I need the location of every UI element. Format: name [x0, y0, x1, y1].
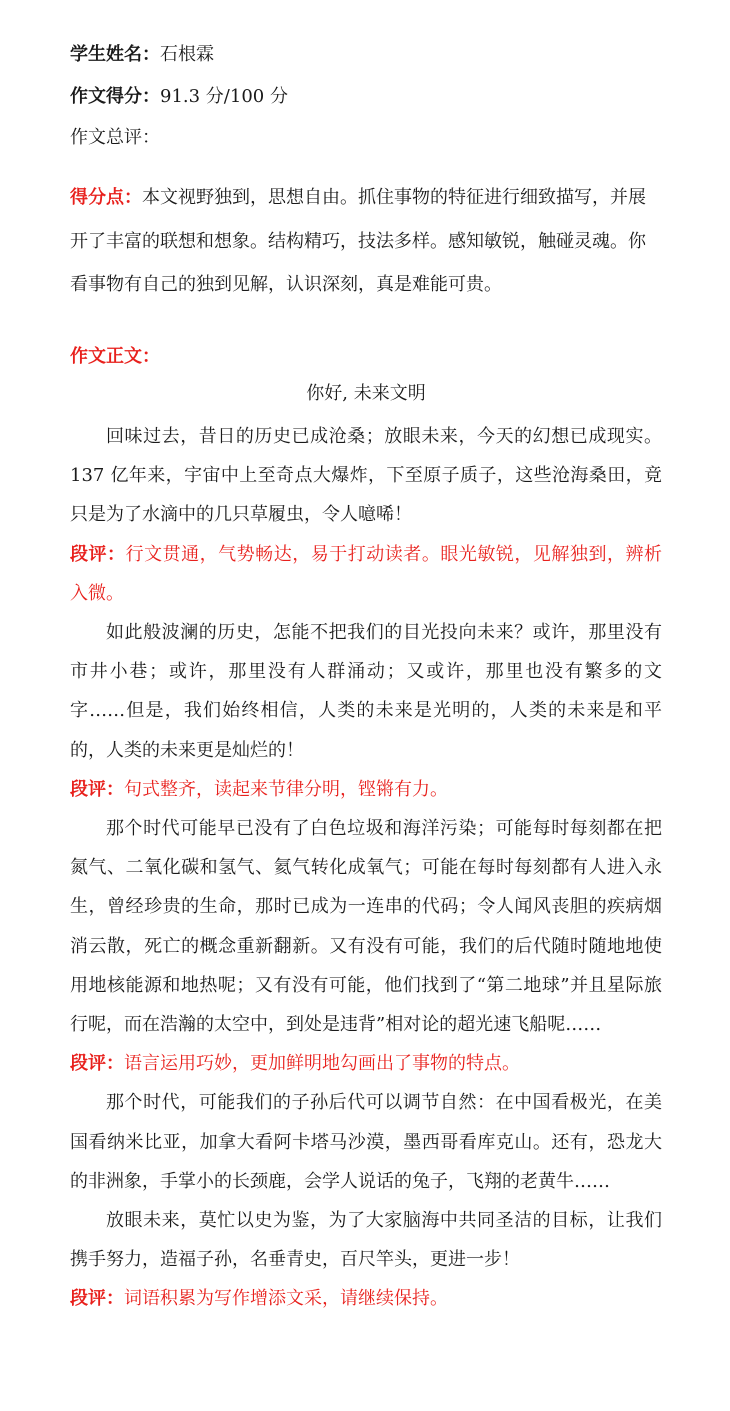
overall-review [70, 176, 662, 307]
paragraph-comment-label: 段评： [70, 778, 124, 800]
paragraph-comment-label: 段评： [70, 1053, 124, 1075]
score-label: 作文得分： [70, 86, 160, 107]
essay-paragraph: 那个时代，可能我们的子孙后代可以调节自然：在中国看极光，在美国看纳米比亚，加拿大看阿卡塔马沙漠，墨西哥看库克山。还有，恐龙大的非洲象，手掌小的长颈鹿，会学人说话的兔子，飞翔的老黄牛…… [70, 1092, 662, 1192]
student-name-value: 石根霖 [160, 44, 214, 65]
essay-paragraph: 那个时代可能早已没有了白色垃圾和海洋污染；可能每时每刻都在把氮气、二氧化碳和氢气、氦气转化成氧气；可能在每时每刻都有人进入永生，曾经珍贵的生命，那时已成为一连串的代码；令人闻风丧胆的疾病烟消云散，死亡的概念重新翻新。又有没有可能，我们的后代随时随地地使用地核能源和地热呢；又有没有可能，他们找到了“第二地球”并且星际旅行呢，而在浩瀚的太空中，到处是违背”相对论的超光速飞船呢…… [70, 818, 662, 1036]
paragraph-comment-label: 段评： [70, 543, 126, 565]
score-row [70, 82, 288, 108]
essay-paragraph: 回味过去，昔日的历史已成沧桑；放眼未来，今天的幻想已成现实。137 亿年来，宇宙中上至奇点大爆炸，下至原子质子，这些沧海桑田，竟只是为了水滴中的几只草履虫，令人噫唏！ [70, 426, 662, 526]
paragraph-comment-label: 段评： [70, 1288, 124, 1310]
score-points-text: 本文视野独到，思想自由。抓住事物的特征进行细致描写，并展开了丰富的联想和想象。结构精巧，技法多样。感知敏锐，触碰灵魂。你看事物有自己的独到见解，认识深刻，真是难能可贵。 [70, 187, 646, 295]
paragraph-comment-text: 语言运用巧妙，更加鲜明地勾画出了事物的特点。 [124, 1053, 520, 1075]
overall-review-label: 作文总评： [70, 127, 160, 148]
paragraph-comment-text: 词语积累为写作增添文采，请继续保持。 [124, 1288, 448, 1310]
student-name-row [70, 40, 214, 66]
score-value: 91.3 分/100 分 [160, 86, 288, 107]
essay-paragraph: 放眼未来，莫忙以史为鉴，为了大家脑海中共同圣洁的目标，让我们携手努力，造福子孙，名垂青史，百尺竿头，更进一步！ [70, 1210, 662, 1271]
paragraph-comment [70, 1279, 662, 1318]
paragraph-comment [70, 1044, 662, 1083]
score-points-label: 得分点： [70, 187, 142, 208]
paragraph-comment-text: 句式整齐，读起来节律分明，铿锵有力。 [124, 778, 448, 800]
essay-body [70, 417, 662, 1319]
essay-paragraph: 如此般波澜的历史，怎能不把我们的目光投向未来？或许，那里没有市井小巷；或许，那里没有人群涌动；又或许，那里也没有繁多的文字……但是，我们始终相信，人类的未来是光明的，人类的未来是和平的，人类的未来更是灿烂的！ [70, 622, 662, 761]
paragraph-comment-text: 行文贯通，气势畅达，易于打动读者。眼光敏锐，见解独到，辨析入微。 [70, 543, 663, 604]
essay-title: 你好, 未来文明 [306, 383, 426, 404]
student-name-label: 学生姓名： [70, 44, 160, 65]
paragraph-comment [70, 535, 662, 613]
essay-section-label: 作文正文： [70, 346, 160, 367]
paragraph-comment [70, 770, 662, 809]
